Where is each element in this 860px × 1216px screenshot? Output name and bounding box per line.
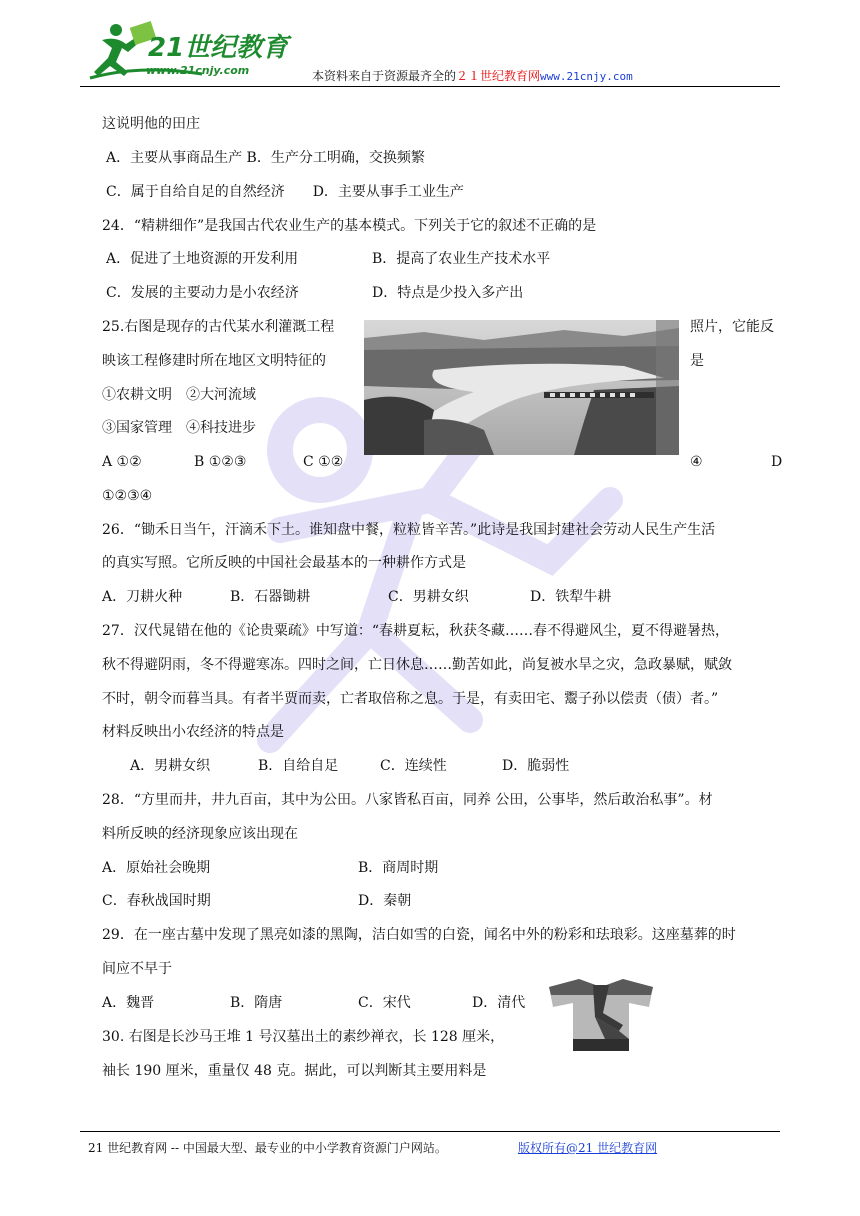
answer-option: A．刀耕火种 [102,589,183,605]
answer-option: A．魏晋 [102,995,155,1011]
answer-option: B．隋唐 [230,995,283,1011]
question-24: 24．“精耕细作”是我国古代农业生产的基本模式。下列关于它的叙述不正确的是 [102,218,597,234]
header-note-url[interactable]: www.21cnjy.com [540,70,633,83]
answer-option: A．促进了土地资源的开发利用 [106,251,299,267]
answer-option: C．属于自给自足的自然经济 D．主要从事手工业生产 [106,184,464,200]
footer-copyright-link[interactable]: 版权所有@21 世纪教育网 [518,1141,658,1155]
answer-option: D．秦朝 [358,893,412,909]
svg-text:www.21cnjy.com: www.21cnjy.com [146,64,250,77]
answer-option: B ①②③ [194,454,247,470]
question-25-cont: 照片，它能反 [690,319,774,335]
question-28: 28．“方里而井，井九百亩，其中为公田。八家皆私百亩，同养 公田，公事毕，然后敢治私事”。材 [102,792,713,808]
question-27: 27．汉代晁错在他的《论贵粟疏》中写道：“春耕夏耘，秋获冬藏……春不得避风尘，夏不得避暑热， [102,623,729,639]
answer-option: C．宋代 [358,995,411,1011]
svg-text:21世纪教育: 21世纪教育 [148,33,289,63]
answer-option: D．清代 [472,995,526,1011]
answer-option: B．商周时期 [358,860,439,876]
answer-option: A．男耕女织 [130,758,211,774]
header-source-note [312,67,633,84]
header-note-site: ２１世纪教育网 [456,69,541,83]
question-25-line2: 映该工程修建时所在地区文明特征的 [102,353,326,369]
question-25: 25.右图是现存的古代某水利灌溉工程 [102,319,335,335]
answer-option-cont: ①②③④ [102,488,153,504]
question-29: 29．在一座古墓中发现了黑亮如漆的黑陶，洁白如雪的白瓷，闻名中外的粉彩和珐琅彩。这座墓葬的时 [102,927,736,943]
answer-option: B．自给自足 [258,758,339,774]
question-25-item: ①农耕文明 ②大河流域 [102,387,256,403]
question-27-line: 不时，朝令而暮当具。有者半贾而卖，亡者取倍称之息。于是，有卖田宅、鬻子孙以偿责（债）者。” [102,691,719,707]
irrigation-project-photo [364,320,679,455]
answer-option: A．原始社会晚期 [102,860,211,876]
question-26: 26．“锄禾日当午，汗滴禾下土。谁知盘中餐，粒粒皆辛苦。”此诗是我国封建社会劳动人民生产生活 [102,522,716,538]
footer-rule [80,1131,780,1132]
question-25-cont: 是 [690,353,704,369]
answer-option: C．春秋战国时期 [102,893,211,909]
answer-option: B．提高了农业生产技术水平 [372,251,551,267]
answer-option: A．主要从事商品生产 B．生产分工明确，交换频繁 [106,150,425,166]
answer-option: B．石器锄耕 [230,589,311,605]
question-27-line: 材料反映出小农经济的特点是 [102,724,284,740]
text-line: 这说明他的田庄 [102,116,200,132]
header-rule [80,86,780,87]
question-30: 30. 右图是长沙马王堆 1 号汉墓出土的素纱禅衣，长 128 厘米， [102,1029,505,1045]
answer-option-cont: ④ [690,454,703,470]
answer-option: C．男耕女织 [388,589,469,605]
answer-option: C．发展的主要动力是小农经济 [106,285,299,301]
answer-option: D．铁犁牛耕 [530,589,612,605]
answer-option: A ①② [102,454,142,470]
question-30-line2: 袖长 190 厘米，重量仅 48 克。据此，可以判断其主要用料是 [102,1063,487,1079]
header-note-prefix: 本资料来自于资源最齐全的 [312,69,457,83]
answer-option: D．特点是少投入多产出 [372,285,524,301]
answer-option: D．脆弱性 [502,758,570,774]
question-27-line: 秋不得避阴雨，冬不得避寒冻。四时之间，亡日休息……勤苦如此，尚复被水旱之灾，急政暴赋，赋敛 [102,657,732,673]
answer-option: C ①② [303,454,344,470]
site-logo [82,18,292,82]
question-25-item: ③国家管理 ④科技进步 [102,420,256,436]
footer-text: 21 世纪教育网 -- 中国最大型、最专业的中小学教育资源门户网站。 [88,1141,447,1155]
question-29-line2: 间应不早于 [102,961,172,977]
answer-option: C．连续性 [380,758,447,774]
answer-option: D [771,454,783,470]
question-26-line2: 的真实写照。它所反映的中国社会最基本的一种耕作方式是 [102,555,466,571]
silk-robe-photo [545,973,657,1055]
question-28-line2: 料所反映的经济现象应该出现在 [102,826,298,842]
